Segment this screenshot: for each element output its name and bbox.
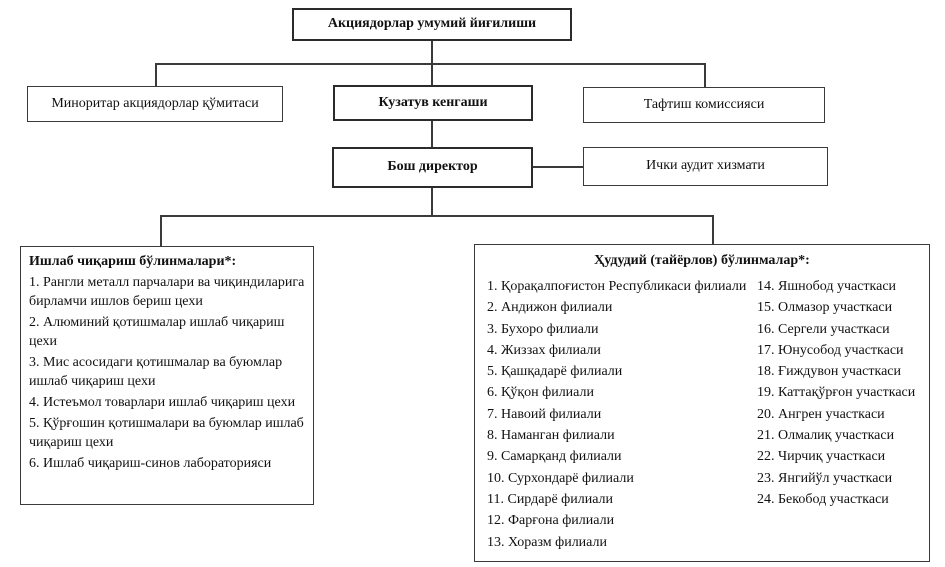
production-divisions-list [29,273,305,473]
list-item: 4. Жиззах филиали [487,342,601,358]
supervisory-board-label: Кузатув кенгаши [378,94,488,110]
list-item: 6. Қўқон филиали [487,385,594,401]
connector-audit-commission-drop [704,63,706,89]
list-item: 1. Рангли металл парчалари ва чиқиндиларига бирламчи ишлов бериш цехи [29,275,305,309]
general-meeting-label: Акциядорлар умумий йиғилиши [327,16,537,32]
internal-audit-box [583,147,828,186]
supervisory-board-box [333,85,533,121]
internal-audit-label: Ички аудит хизмати [646,158,765,174]
list-item: 11. Сирдарё филиали [487,491,614,507]
production-divisions-title: Ишлаб чиқариш бўлинмалари*: [29,254,237,269]
list-item: 5. Қўрғошин қотишмалари ва буюмлар ишлаб чиқариш цехи [29,416,304,450]
list-item: 12. Фарғона филиали [487,513,615,529]
list-item: 16. Сергели участкаси [757,321,890,337]
list-item: 22. Чирчиқ участкаси [757,449,886,465]
list-item: 4. Истеъмол товарлари ишлаб чиқариш цехи [29,395,296,410]
list-item: 2. Андижон филиали [487,300,613,316]
audit-commission-label: Тафтиш комиссияси [643,96,765,112]
general-meeting-box [292,8,572,41]
minority-shareholders-box [27,86,283,122]
list-item: 3. Мис асосидаги қотишмалар ва буюмлар ишлаб чиқариш цехи [29,355,283,389]
connector-supervisory-drop [431,63,433,87]
list-item: 6. Ишлаб чиқариш-синов лабораторияси [29,456,272,471]
list-item: 17. Юнусобод участкаси [757,342,904,358]
list-item: 15. Олмазор участкаси [757,300,893,316]
list-item: 9. Самарқанд филиали [487,449,622,465]
list-item: 8. Наманган филиали [487,428,615,444]
territorial-divisions-column-2 [757,278,925,512]
general-director-box [332,147,533,188]
list-item: 13. Хоразм филиали [487,534,607,550]
connector-minority-drop [155,63,157,88]
connector-supervisory-to-director [431,120,433,149]
production-divisions-box [20,246,314,505]
minority-shareholders-label: Миноритар акциядорлар қўмитаси [51,95,259,111]
territorial-divisions-box [474,244,930,562]
connector-director-down [431,188,433,217]
list-item: 14. Яшнобод участкаси [757,279,897,294]
list-item: 3. Бухоро филиали [487,321,599,337]
general-director-label: Бош директор [387,159,478,175]
connector-production-drop [160,215,162,247]
connector-director-to-internal-audit [533,166,583,168]
list-item: 7. Навоий филиали [487,406,602,422]
connector-top-vertical [431,41,433,65]
list-item: 23. Янгийўл участкаси [757,470,893,486]
audit-commission-box [583,87,825,123]
list-item: 10. Сурхондарё филиали [487,470,634,486]
list-item: 5. Қашқадарё филиали [487,364,623,380]
list-item: 20. Ангрен участкаси [757,406,885,422]
territorial-divisions-column-1 [487,278,765,555]
list-item: 24. Бекобод участкаси [757,491,889,507]
list-item: 19. Каттақўрғон участкаси [757,385,916,401]
connector-territorial-drop [712,215,714,245]
territorial-divisions-title: Ҳудудий (тайёрлов) бўлинмалар*: [594,253,810,268]
list-item: 1. Қорақалпоғистон Республикаси филиали [487,279,747,294]
list-item: 2. Алюминий қотишмалар ишлаб чиқариш цехи [29,315,285,349]
list-item: 18. Ғиждувон участкаси [757,364,901,380]
list-item: 21. Олмалиқ участкаси [757,428,895,444]
connector-row4-horizontal [160,215,714,217]
